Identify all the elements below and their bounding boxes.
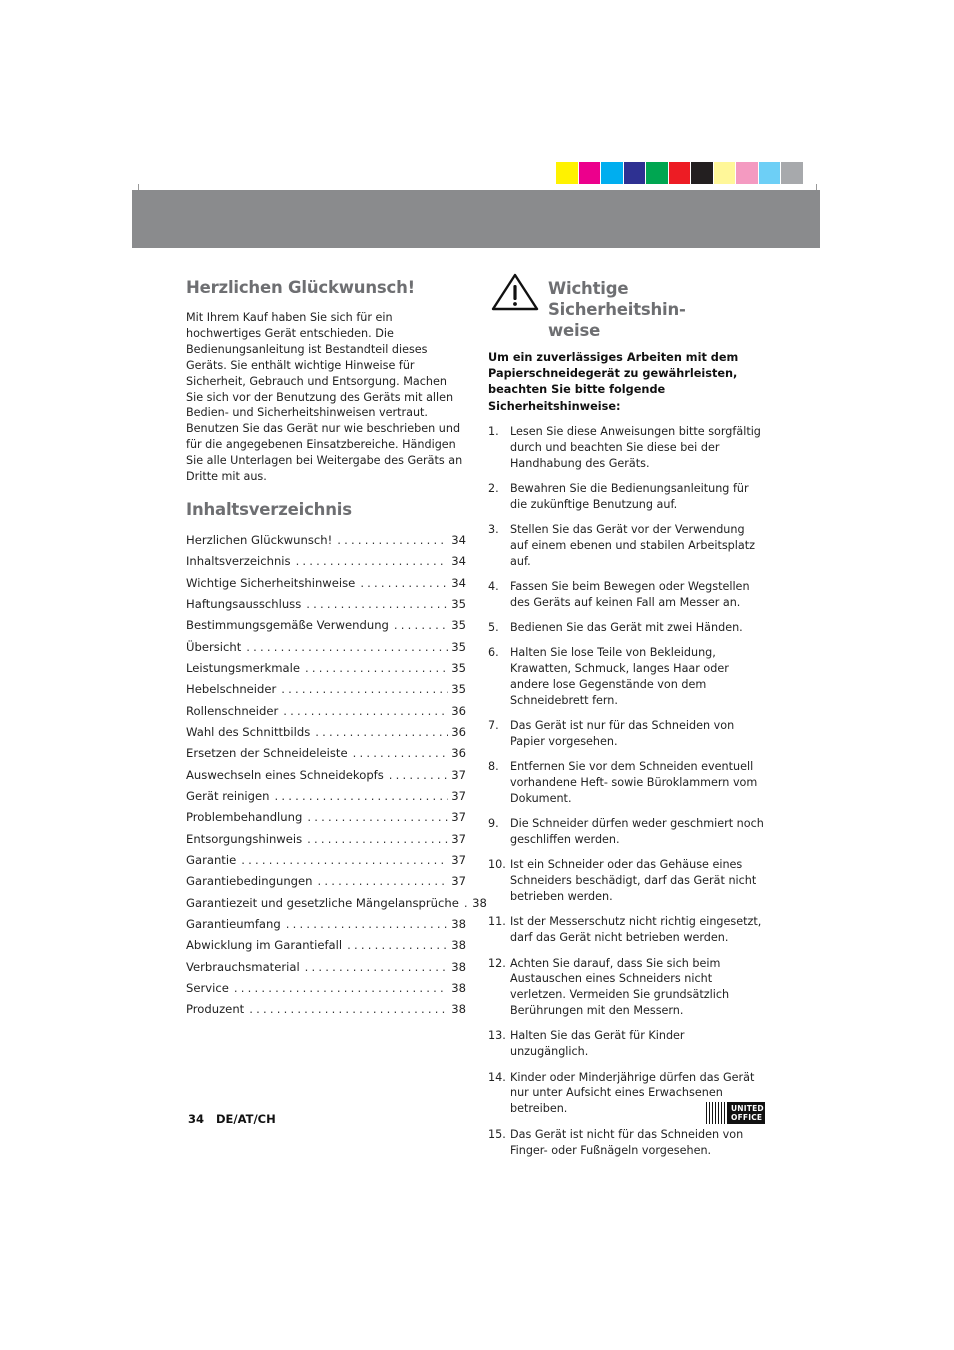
list-item-number: 14. (488, 1070, 506, 1084)
list-item (488, 1028, 770, 1060)
toc-entry-page: 37 (451, 852, 466, 867)
toc-entry-page: 37 (451, 831, 466, 846)
color-swatch (579, 162, 601, 184)
toc-dot-leader (278, 704, 448, 718)
toc-entry (186, 661, 466, 682)
toc-entry-label: Hebelschneider (186, 682, 277, 697)
toc-dot-leader (389, 618, 448, 632)
right-column (488, 272, 770, 1168)
toc-entry-page: 36 (451, 746, 466, 761)
toc-entry (186, 981, 466, 1002)
safety-heading-line2: weise (548, 321, 601, 340)
logo-grid-mark (706, 1102, 728, 1124)
warning-triangle-icon (490, 272, 540, 312)
toc-entry (186, 938, 466, 959)
toc-entry-label: Entsorgungshinweis (186, 831, 303, 846)
safety-list (488, 424, 770, 1159)
color-swatch (601, 162, 623, 184)
toc-dot-leader (310, 725, 448, 739)
toc-entry (186, 895, 487, 917)
list-item-number: 8. (488, 760, 499, 774)
color-swatch (556, 162, 578, 184)
color-swatch (669, 162, 691, 184)
list-item-number: 13. (488, 1029, 506, 1043)
toc-entry (186, 960, 466, 981)
toc-entry-page: 35 (451, 660, 466, 675)
toc-entry-page: 38 (451, 959, 466, 974)
toc-entry-page: 34 (451, 554, 466, 569)
toc-entry-label: Garantiebedingungen (186, 874, 313, 889)
list-item-number: 2. (488, 481, 499, 495)
toc-entry-page: 37 (451, 788, 466, 803)
toc-entry-label: Haftungsausschluss (186, 596, 302, 611)
toc-dot-leader (342, 938, 448, 952)
toc-entry (186, 533, 466, 554)
toc-dot-leader (301, 597, 448, 611)
list-item-text: Kinder oder Minderjährige dürfen das Gerät nur unter Aufsicht eines Erwachsenen betreiben. (510, 1070, 755, 1116)
toc-dot-leader (313, 874, 448, 888)
list-item-text: Fassen Sie beim Bewegen oder Wegstellen des Geräts auf keinen Fall am Messer an. (510, 579, 750, 609)
toc-entry-page: 38 (451, 1002, 466, 1017)
color-swatch (781, 162, 803, 184)
toc-dot-leader (229, 981, 448, 995)
toc-entry-page: 37 (451, 874, 466, 889)
toc-entry-label: Abwicklung im Garantiefall (186, 938, 343, 953)
toc-dot-leader (291, 554, 448, 568)
toc-entry (186, 554, 466, 575)
toc-entry (186, 874, 466, 895)
toc-entry-page: 37 (451, 767, 466, 782)
toc-dot-leader (270, 789, 449, 803)
toc-entry-label: Herzlichen Glückwunsch! (186, 532, 333, 547)
toc-dot-leader (384, 768, 448, 782)
logo-line1: UNITED (731, 1104, 764, 1113)
toc-entry-label: Gerät reinigen (186, 788, 270, 803)
header-band (132, 190, 820, 248)
toc-entry (186, 725, 466, 746)
toc-entry-page: 34 (451, 575, 466, 590)
toc-dot-leader (348, 746, 448, 760)
toc-dot-leader (302, 832, 448, 846)
list-item-text: Ist der Messerschutz nicht richtig eingesetzt, darf das Gerät nicht betrieben werden. (510, 915, 762, 945)
toc-dot-leader (332, 533, 448, 547)
toc-entry-page: 35 (451, 596, 466, 611)
list-item (488, 857, 770, 905)
list-item-text: Halten Sie das Gerät für Kinder unzugänglich. (510, 1029, 685, 1059)
list-item-text: Das Gerät ist nur für das Schneiden von Papier vorgesehen. (510, 719, 735, 749)
color-swatch (624, 162, 646, 184)
color-swatch (736, 162, 758, 184)
color-swatch (759, 162, 781, 184)
toc-entry-page: 38 (451, 980, 466, 995)
toc-entry (186, 597, 466, 618)
list-item-text: Halten Sie lose Teile von Bekleidung, Krawatten, Schmuck, langes Haar oder andere lose Gegenstände von dem Schneidebrett fern. (510, 646, 729, 707)
list-item-text: Entfernen Sie vor dem Schneiden eventuell vorhandene Heft- sowie Büroklammern vom Dokument. (510, 760, 758, 806)
toc-dot-leader (281, 917, 448, 931)
toc-dot-leader (459, 896, 469, 910)
toc-entry (186, 832, 466, 853)
toc-entry-page: 38 (451, 916, 466, 931)
list-item (488, 424, 770, 472)
toc-dot-leader (244, 1002, 448, 1016)
toc-entry (186, 682, 466, 703)
toc-entry-label: Verbrauchsmaterial (186, 959, 300, 974)
list-item (488, 816, 770, 848)
list-item (488, 759, 770, 807)
list-item (488, 522, 770, 570)
toc-entry-label: Garantieumfang (186, 916, 281, 931)
list-item-text: Stellen Sie das Gerät vor der Verwendung auf einem ebenen und stabilen Arbeitsplatz auf. (510, 522, 755, 568)
toc-entry-page: 35 (451, 682, 466, 697)
list-item (488, 579, 770, 611)
logo-text (728, 1102, 765, 1124)
toc-dot-leader (300, 661, 448, 675)
safety-heading (548, 278, 770, 341)
safety-heading-line1: Wichtige Sicherheitshin- (548, 279, 686, 319)
intro-text: Mit Ihrem Kauf haben Sie sich für ein hochwertiges Gerät entschieden. Die Bedienungsanleitung ist Bestandteil dieses Geräts. Sie enthält wichtige Hinweise für Sicherheit, Gebrauch und Entsorgung. Machen Sie sich vor der Benutzung des Geräts mit allen Bedien- und Sicherheitshinweisen vertraut. Benutzen Sie das Gerät nur wie beschrieben und für die angegebenen Einsatzbereiche. Händigen Sie alle Unterlagen bei Weitergabe des Geräts an Dritte mit aus. (186, 311, 463, 484)
toc-entry-label: Service (186, 980, 229, 995)
list-item-text: Ist ein Schneider oder das Gehäuse eines Schneiders beschädigt, darf das Gerät nicht betrieben werden. (510, 858, 757, 904)
toc-heading: Inhaltsverzeichnis (186, 499, 352, 519)
list-item (488, 620, 770, 636)
list-item-number: 3. (488, 522, 499, 536)
toc-entry-label: Bestimmungsgemäße Verwendung (186, 618, 389, 633)
list-item (488, 645, 770, 709)
united-office-logo (706, 1102, 765, 1124)
left-column (186, 278, 487, 1024)
safety-lead: Um ein zuverlässiges Arbeiten mit dem Papierschneidegerät zu gewährleisten, beachten Sie bitte folgende Sicherheitshinweise: (488, 351, 739, 413)
list-item (488, 718, 770, 750)
toc-entry (186, 917, 466, 938)
toc-entry-label: Garantie (186, 852, 237, 867)
toc-entry-page: 38 (472, 895, 487, 910)
color-swatch (646, 162, 668, 184)
toc-entry (186, 640, 466, 661)
list-item-text: Bewahren Sie die Bedienungsanleitung für die zukünftige Benutzung auf. (510, 481, 749, 511)
toc-entry-label: Leistungsmerkmale (186, 660, 300, 675)
list-item-number: 10. (488, 858, 506, 872)
toc-entry (186, 789, 466, 810)
list-item-text: Achten Sie darauf, dass Sie sich beim Austauschen eines Schneiders nicht verletzen. Vermeiden Sie grundsätzlich Berührungen mit den Messern. (510, 956, 730, 1018)
toc-entry-label: Inhaltsverzeichnis (186, 554, 291, 569)
list-item (488, 914, 770, 946)
list-item-number: 5. (488, 621, 499, 635)
toc-entry-label: Ersetzen der Schneideleiste (186, 746, 348, 761)
toc-entry-label: Garantiezeit und gesetzliche Mängelansprüche (186, 895, 459, 910)
toc-entry-page: 36 (451, 703, 466, 718)
toc-entry-label: Produzent (186, 1002, 245, 1017)
safety-header (488, 272, 770, 341)
list-item (488, 956, 770, 1020)
toc-entry-page: 37 (451, 810, 466, 825)
list-item-number: 12. (488, 956, 506, 970)
toc-dot-leader (236, 853, 448, 867)
toc-entry-page: 36 (451, 724, 466, 739)
color-swatch (691, 162, 713, 184)
table-of-contents (186, 532, 487, 1024)
color-swatch (714, 162, 736, 184)
toc-entry-label: Wichtige Sicherheitshinweise (186, 575, 356, 590)
list-item-text: Lesen Sie diese Anweisungen bitte sorgfältig durch und beachten Sie diese bei der Handhabung des Geräts. (510, 424, 761, 470)
page-footer-label: 34 DE/AT/CH (188, 1112, 276, 1126)
list-item-number: 6. (488, 646, 499, 660)
toc-entry (186, 704, 466, 725)
toc-entry-label: Rollenschneider (186, 703, 279, 718)
toc-entry-label: Wahl des Schnittbilds (186, 724, 311, 739)
toc-dot-leader (302, 810, 448, 824)
toc-entry (186, 853, 466, 874)
list-item-number: 9. (488, 817, 499, 831)
toc-entry-page: 35 (451, 618, 466, 633)
toc-dot-leader (300, 960, 448, 974)
list-item-number: 7. (488, 719, 499, 733)
list-item-text: Die Schneider dürfen weder geschmiert noch geschliffen werden. (510, 817, 764, 847)
list-item-number: 15. (488, 1127, 506, 1141)
toc-entry-label: Übersicht (186, 639, 242, 654)
color-calibration-bar (556, 162, 803, 184)
toc-dot-leader (355, 576, 448, 590)
list-item-text: Das Gerät ist nicht für das Schneiden von Finger- oder Fußnägeln vorgesehen. (510, 1127, 744, 1157)
toc-entry-page: 35 (451, 639, 466, 654)
list-item-text: Bedienen Sie das Gerät mit zwei Händen. (510, 621, 743, 635)
toc-entry-page: 34 (451, 532, 466, 547)
list-item-number: 4. (488, 579, 499, 593)
toc-entry-label: Problembehandlung (186, 810, 303, 825)
toc-entry (186, 746, 466, 767)
toc-entry-label: Auswechseln eines Schneidekopfs (186, 767, 384, 782)
list-item (488, 481, 770, 513)
toc-entry (186, 810, 466, 831)
list-item-number: 1. (488, 424, 499, 438)
toc-entry-page: 38 (451, 938, 466, 953)
list-item (488, 1127, 770, 1159)
toc-dot-leader (276, 682, 448, 696)
toc-entry (186, 618, 466, 639)
toc-entry (186, 576, 466, 597)
toc-entry (186, 768, 466, 789)
toc-entry (186, 1002, 466, 1023)
list-item-number: 11. (488, 915, 506, 929)
intro-heading: Herzlichen Glückwunsch! (186, 278, 415, 297)
toc-dot-leader (241, 640, 448, 654)
logo-line2: OFFICE (731, 1113, 763, 1122)
